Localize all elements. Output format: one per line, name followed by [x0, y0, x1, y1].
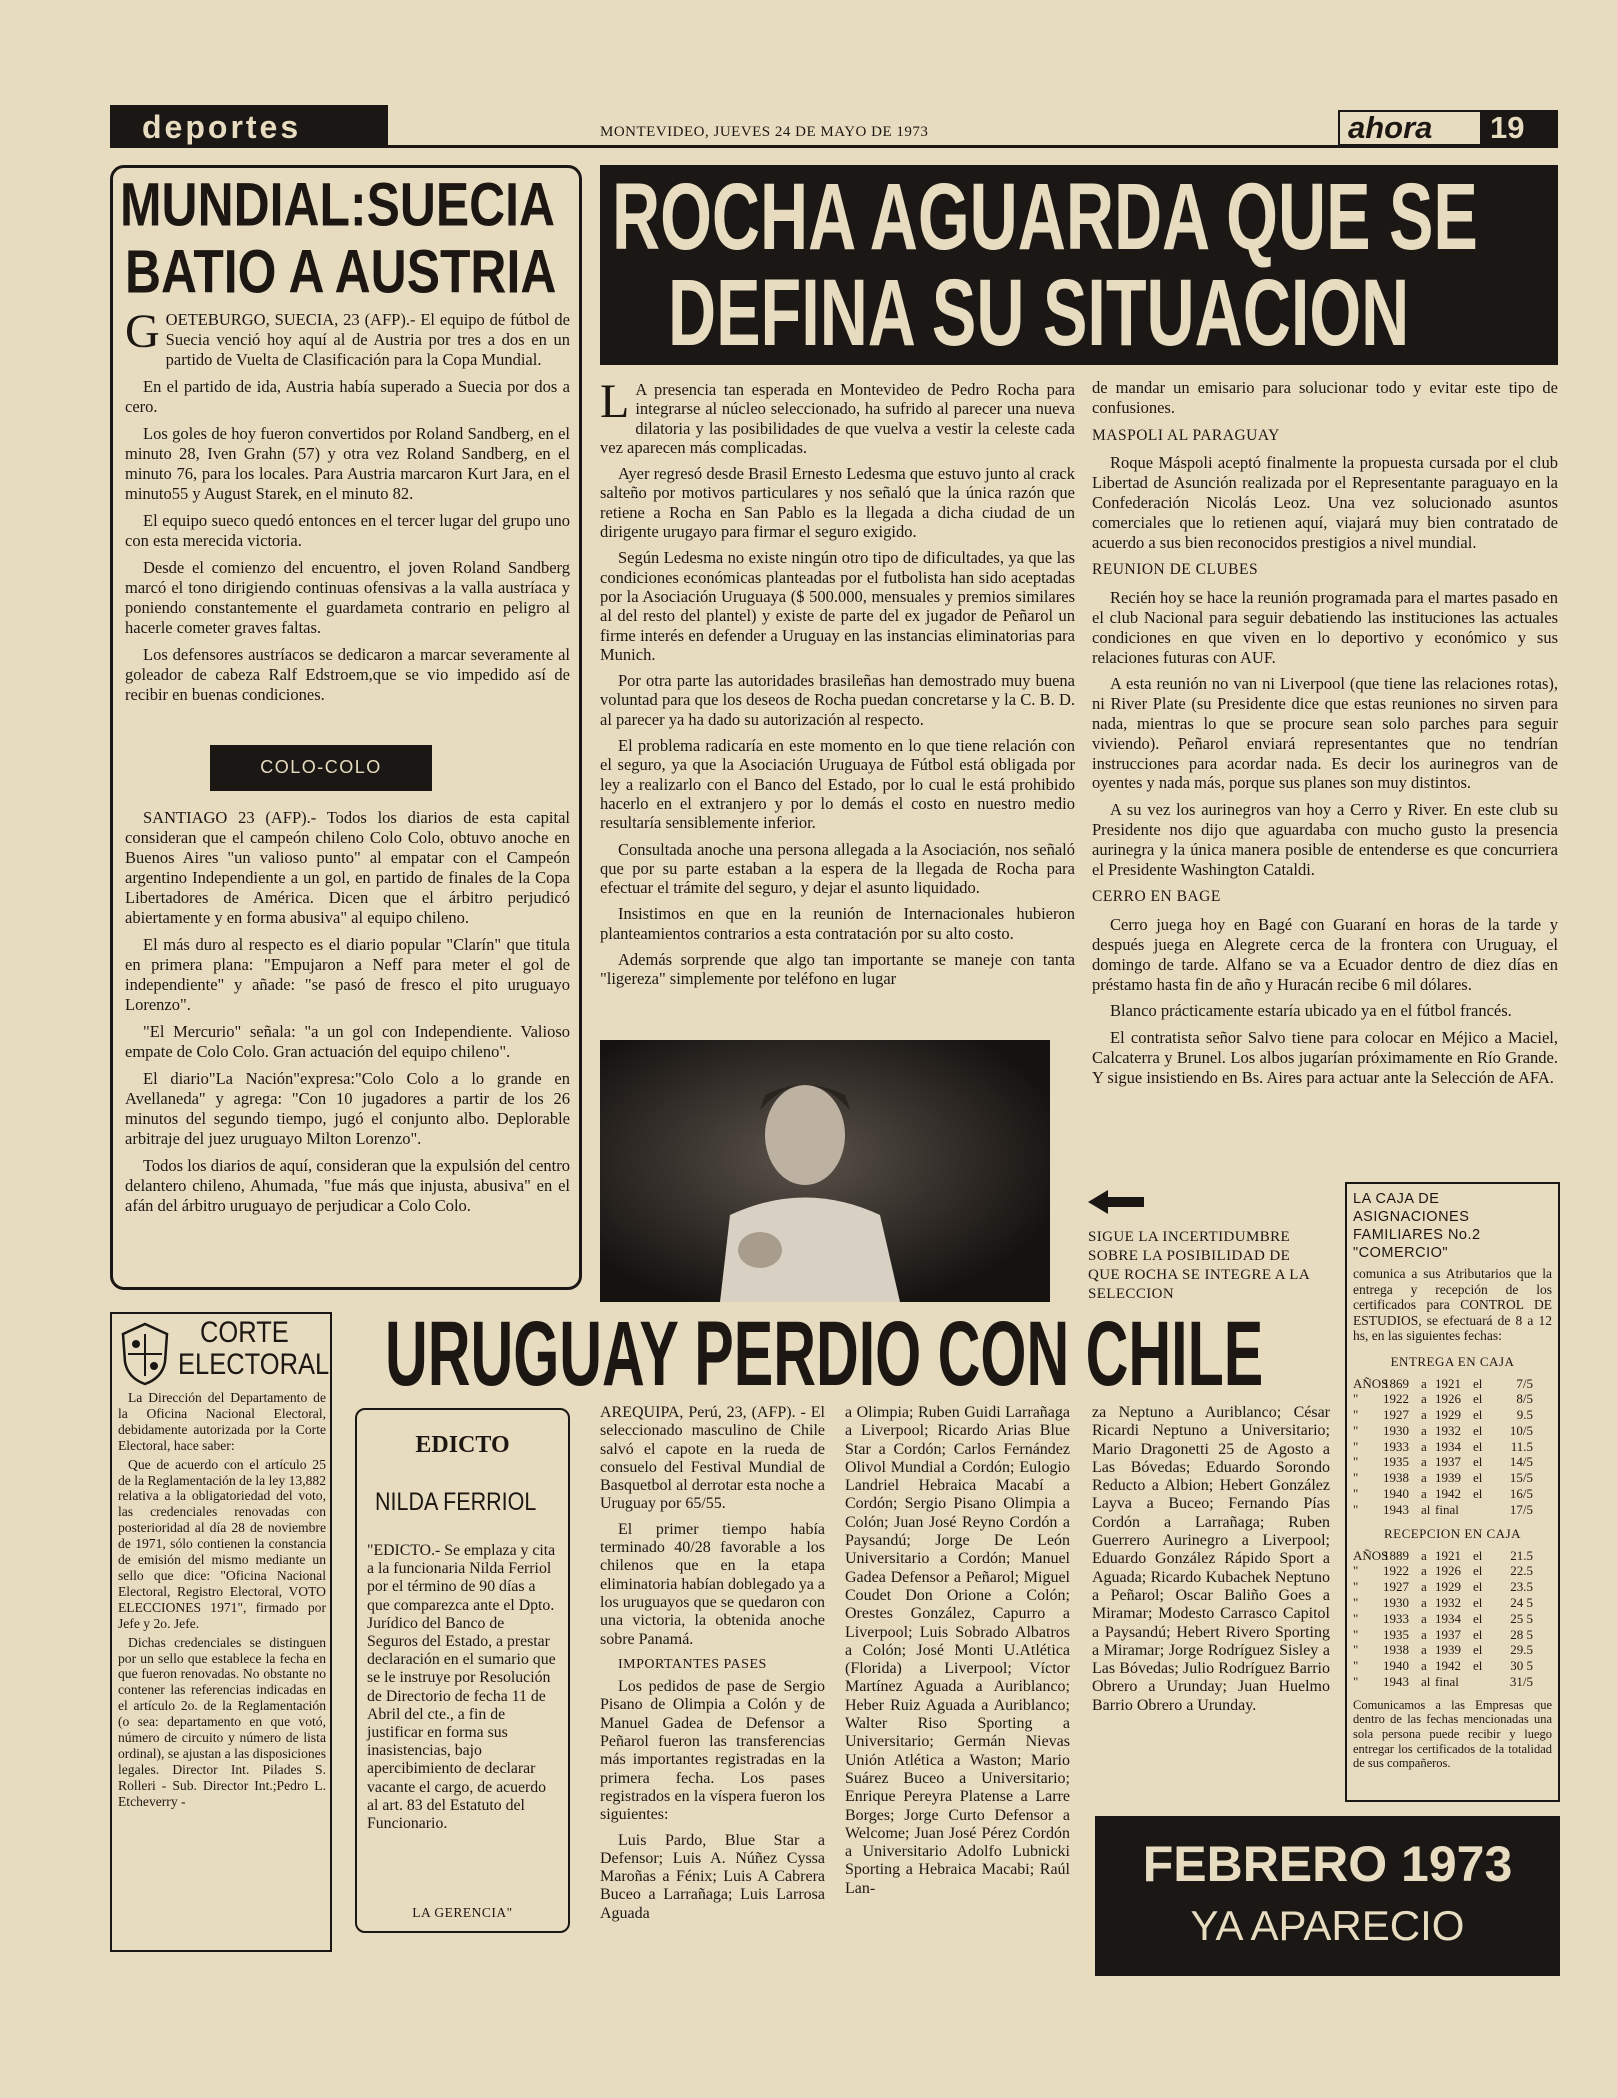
schedule-cell: 10/5 — [1509, 1422, 1533, 1438]
schedule-cell: 1935 — [1383, 1626, 1409, 1642]
section-banner — [110, 105, 388, 145]
uruguay-paragraph: Luis Pardo, Blue Star a Defensor; Luis A. Núñez Cyssa Maroñas a Fénix; Luis A Cabrera Buceo a Larrañaga; Luis Larrosa Aguada — [600, 1831, 825, 1922]
rocha-headline-1: ROCHA AGUARDA QUE SE — [612, 164, 1478, 270]
rocha-dropcap: L — [600, 375, 630, 428]
schedule-cell — [1473, 1674, 1495, 1690]
schedule-cell: 1937 — [1435, 1454, 1461, 1470]
schedule-cell: 1933 — [1383, 1610, 1409, 1626]
schedule-cell: 1927 — [1383, 1407, 1409, 1423]
schedule-cell: a — [1421, 1407, 1427, 1423]
edicto-name: NILDA FERRIOL — [375, 1488, 537, 1516]
schedule-cell: 1927 — [1383, 1579, 1409, 1595]
schedule-row — [1353, 1439, 1552, 1455]
schedule-cell: 1932 — [1435, 1595, 1461, 1611]
maspoli-subhead: MASPOLI AL PARAGUAY — [1092, 426, 1280, 444]
schedule-row — [1353, 1407, 1552, 1423]
schedule-cell: 11.5 — [1510, 1438, 1533, 1454]
schedule-cell: " — [1353, 1422, 1359, 1438]
mundial-paragraph: En el partido de ida, Austria había superado a Suecia por dos a cero. — [125, 377, 570, 416]
schedule-cell: el — [1473, 1610, 1483, 1626]
schedule-cell: 29.5 — [1510, 1642, 1533, 1658]
colo-paragraph: Todos los diarios de aquí, consideran que la expulsión del centro delantero chileno, Ahumada, "fue más que injusta, abusiva" en el afán del árbitro uruguayo de perjudicar a Colo Colo. — [125, 1156, 570, 1215]
caja-footer: Comunicamos a las Empresas que dentro de las fechas mencionadas una sola persona puede recibir y luego entregar los certificados de la totalidad de sus compañeros. — [1353, 1697, 1552, 1771]
schedule-cell: 1869 — [1383, 1375, 1409, 1391]
corte-title-2: ELECTORAL — [178, 1348, 330, 1381]
schedule-cell: a — [1421, 1547, 1427, 1563]
cerro-paragraph: Cerro juega hoy en Bagé con Guaraní en horas de la tarde y después juega en Alegrete cerca de la frontera con Uruguay, el domingo de tarde. Alfano se va a Ecuador dentro de diez días en préstamo hasta fin de año y Huracán recibe 6 mil dólares. — [1092, 915, 1558, 994]
schedule-cell: 30 5 — [1510, 1658, 1533, 1674]
schedule-cell: 28 5 — [1510, 1626, 1533, 1642]
corte-title-1: CORTE — [200, 1316, 289, 1349]
entrega-title: ENTREGA EN CAJA — [1390, 1353, 1515, 1369]
schedule-cell: " — [1353, 1391, 1359, 1407]
schedule-cell: 25 5 — [1510, 1610, 1533, 1626]
schedule-cell: a — [1421, 1563, 1427, 1579]
schedule-row — [1353, 1658, 1552, 1674]
schedule-cell: al — [1421, 1501, 1431, 1517]
player-photo-illustration — [600, 1040, 1050, 1302]
schedule-cell: el — [1473, 1454, 1483, 1470]
schedule-cell: 1939 — [1435, 1642, 1461, 1658]
schedule-cell: a — [1421, 1595, 1427, 1611]
mundial-paragraph: Los defensores austríacos se dedicaron a marcar severamente al goleador de cabeza Ralf Edstroem,que se vio impedido así de recibir en buenas condiciones. — [125, 645, 570, 704]
colo-paragraph: El más duro al respecto es el diario popular "Clarín" que titula en primera plana: "Empujaron a Neff para meter el gol de independiente" y añade: "se pasó de fresco el pito uruguayo Lorenzo". — [125, 935, 570, 1014]
section-label: deportes — [142, 109, 302, 145]
schedule-row — [1353, 1674, 1552, 1690]
schedule-cell: " — [1353, 1642, 1359, 1658]
schedule-cell: " — [1353, 1438, 1359, 1454]
schedule-cell: el — [1473, 1626, 1483, 1642]
schedule-cell: 22.5 — [1510, 1563, 1533, 1579]
schedule-cell: 17/5 — [1509, 1501, 1533, 1517]
edicto-title: EDICTO — [415, 1432, 510, 1458]
schedule-cell: a — [1421, 1375, 1427, 1391]
schedule-cell: 1934 — [1435, 1438, 1461, 1454]
schedule-cell: 21.5 — [1510, 1547, 1533, 1563]
schedule-cell: 1889 — [1383, 1547, 1409, 1563]
rocha-paragraph: Ayer regresó desde Brasil Ernesto Ledesma que estuvo junto al crack salteño por motivos particulares y nos señaló que la única razón que retiene a Rocha en San Pablo es la llegada a dicha ciudad de un dirigente urugayo para firmar el seguro exigido. — [600, 464, 1075, 542]
schedule-cell: el — [1473, 1375, 1483, 1391]
schedule-cell: el — [1473, 1391, 1483, 1407]
page-number: 19 — [1490, 110, 1525, 145]
schedule-cell: 1938 — [1383, 1642, 1409, 1658]
schedule-cell: 1930 — [1383, 1595, 1409, 1611]
schedule-cell: 1940 — [1383, 1486, 1409, 1502]
schedule-cell: el — [1473, 1438, 1483, 1454]
cerro-subhead: CERRO EN BAGE — [1092, 888, 1221, 906]
clubes-paragraph: A esta reunión no van ni Liverpool (que tiene las relaciones rotas), ni River Plate (su Presidente dice que estas reuniones no sirven para nada, mientras lo que se procure sean solo parches para seguir viviendo). Peñarol enviará representantes que no tendrían instrucciones para acordar nada. Es decir los aurinegros van de oyentes y nada más, porque sus planes son muy distintos. — [1092, 674, 1558, 793]
schedule-cell: 1938 — [1383, 1470, 1409, 1486]
rocha-paragraph: A presencia tan esperada en Montevideo de Pedro Rocha para integrarse al núcleo seleccionado, ha sufrido al parecer una nueva dilatoria y las posibilidades de que vuelva a vestir la celeste cada vez aparecen más complicadas. — [600, 380, 1075, 457]
mundial-paragraph: El equipo sueco quedó entonces en el tercer lugar del grupo uno con esta merecida victoria. — [125, 511, 570, 550]
schedule-cell: 23.5 — [1510, 1579, 1533, 1595]
schedule-cell: final — [1435, 1501, 1459, 1517]
schedule-cell: el — [1473, 1658, 1483, 1674]
schedule-cell: el — [1473, 1563, 1483, 1579]
schedule-row — [1353, 1611, 1552, 1627]
rocha-paragraph: Insistimos en que en la reunión de Internacionales hubieron planteamientos contrarios a esta contratación por su alto costo. — [600, 904, 1075, 943]
mundial-article — [125, 305, 570, 712]
uruguay-paragraph: AREQUIPA, Perú, 23, (AFP). - El seleccionado masculino de Chile salvó el capote en la rueda de consuelo del Festival Mundial de Basquetbol al derrotar esta noche a Uruguay por 65/55. — [600, 1404, 825, 1513]
febrero-line-1: FEBRERO 1973 — [1142, 1836, 1513, 1892]
arrow-left-icon — [1088, 1190, 1144, 1214]
colo-paragraph: "El Mercurio" señala: "a un gol con Independiente. Valioso empate de Colo Colo. Gran actuación del equipo chileno". — [125, 1022, 570, 1061]
colo-label: COLO-COLO — [260, 757, 382, 777]
uruguay-paragraph: El primer tiempo había terminado 40/28 favorable a los chilenos que en la etapa eliminatoria habían doblegado ya a los uruguayos que se quedaron con una victoria, la obtenida anoche sobre Panamá. — [600, 1520, 825, 1648]
rocha-headline-2: DEFINA SU SITUACION — [668, 260, 1410, 366]
schedule-row — [1353, 1454, 1552, 1470]
cerro-paragraph: Blanco prácticamente estaría ubicado ya en el fútbol francés. — [1110, 1001, 1512, 1021]
schedule-cell: " — [1353, 1486, 1359, 1502]
schedule-row — [1353, 1548, 1552, 1564]
schedule-cell: 9.5 — [1516, 1407, 1533, 1423]
uruguay-paragraph: Los pedidos de pase de Sergio Pisano de Olimpia a Colón y de Manuel Gadea de Defensor a Peñarol fueron las transferencias más importantes registradas en la primera fecha. Los pases registrados en la víspera fueron los siguientes: — [600, 1678, 825, 1824]
mundial-dropcap: G — [125, 305, 160, 358]
schedule-cell: " — [1353, 1595, 1359, 1611]
uruguay-column-3: za Neptuno a Auriblanco; César Ricardi Neptuno a Universitario; Mario Dragonetti 25 de Agosto a Las Bóvedas; Eduardo Sorondo Reducto a Albion; Hebert González Layva a Buceo; Fernando Pías Cordón a Larrañaga; Ruben Guerrero Aurinegro a Liverpool; Eduardo González Rápido Sport a Aguada; Ricardo Kubachek Neptuno a Peñarol; Oscar Baliño Goes a Miramar; Modesto Carrasco Capitol a Paysandú; Hebert Rivero Sporting a Miramar; Jorge Rodríguez Sisley a Las Bóvedas; Julio Rodríguez Barrio Obrero a Urunday; Juan Huelmo Barrio Obrero a Urunday. — [1092, 1404, 1330, 1714]
schedule-cell: 1921 — [1435, 1375, 1461, 1391]
schedule-cell: el — [1473, 1422, 1483, 1438]
schedule-cell: 31/5 — [1509, 1674, 1533, 1690]
schedule-cell: " — [1353, 1610, 1359, 1626]
caja-intro: comunica a sus Atributarios que la entrega y recepción de los certificados para CONTROL DE ESTUDIOS, se efectuará de 8 a 12 hs, en las siguientes fechas: — [1353, 1266, 1552, 1343]
corte-text — [118, 1390, 326, 1813]
schedule-cell: 1926 — [1435, 1563, 1461, 1579]
uruguay-column-1 — [600, 1404, 825, 1930]
paper-name-box — [1338, 110, 1558, 146]
schedule-cell: " — [1353, 1658, 1359, 1674]
corte-paragraph: Dichas credenciales se distinguen por un sello que establece la fecha en que fueron renovadas. No obstante no contener las referencias indicadas en el artículo 2o. de la Reglamentación (o sea: departamento en que votó, número de circuito y número de lista ordinal), se ajustan a las disposiciones legales. Director Int. Pilades S. Rolleri - Sub. Director Int.;Pedro L. Etcheverry - — [118, 1634, 326, 1809]
schedule-cell: a — [1421, 1438, 1427, 1454]
schedule-cell: a — [1421, 1642, 1427, 1658]
recepcion-title: RECEPCION EN CAJA — [1383, 1525, 1522, 1541]
colo-banner — [210, 745, 432, 791]
schedule-cell: 1932 — [1435, 1422, 1461, 1438]
schedule-cell: a — [1421, 1486, 1427, 1502]
schedule-cell: " — [1353, 1407, 1359, 1423]
uruguay-headline: URUGUAY PERDIO CON CHILE — [385, 1302, 1264, 1405]
entrega-table — [1353, 1376, 1552, 1518]
rocha-paragraph: Consultada anoche una persona allegada a la Asociación, nos señaló que por su parte estaban a la espera de la llegada de Rocha para efectuar el trámite del seguro, y dejar el asunto liquidado. — [600, 839, 1075, 898]
mundial-headline-2: BATIO A AUSTRIA — [125, 237, 557, 307]
rocha-column-2 — [1092, 378, 1558, 1095]
rocha-paragraph: Según Ledesma no existe ningún otro tipo de dificultades, ya que las condiciones económicas planteadas por el futbolista han sido aceptadas por la Asociación Uruguaya ($ 500.000, mensuales y premios similares al del resto del plantel) y existe de parte del ex jugador de Peñarol un firme interés en defender a Uruguay en las instancias eliminatorias para Munich. — [600, 548, 1075, 664]
schedule-cell: 1929 — [1435, 1579, 1461, 1595]
edicto-text: "EDICTO.- Se emplaza y cita a la funcionaria Nilda Ferriol por el término de 90 días a que comparezca ante el Dpto. Jurídico del Banco de Seguros del Estado, a prestar declaración en el sumario que se le instruye por Resolución de Directorio de fecha 11 de Abril del cte., a fin de justificar en forma sus inasistencias, bajo apercibimiento de declarar vacante el cargo, de acuerdo al art. 83 del Estatuto del Funcionario. — [367, 1542, 556, 1833]
schedule-row — [1353, 1486, 1552, 1502]
schedule-cell: final — [1435, 1674, 1459, 1690]
schedule-cell: 24 5 — [1510, 1595, 1533, 1611]
schedule-cell: a — [1421, 1658, 1427, 1674]
mundial-headline-1: MUNDIAL:SUECIA — [120, 170, 556, 240]
schedule-cell: a — [1421, 1470, 1427, 1486]
rocha-paragraph: El problema radicaría en este momento en lo que tiene relación con el seguro, ya que la Asociación Uruguaya de Fútbol está obligada por ley a realizarlo con el Banco del Estado, por lo cual le está prohibido hacerlo en el extranjero y por lo demás el costo en nuestro medio resultaría sensiblemente inferior. — [600, 736, 1075, 833]
schedule-cell: el — [1473, 1547, 1483, 1563]
mundial-paragraph: Desde el comienzo del encuentro, el joven Roland Sandberg marcó el tono dirigiendo continuas ofensivas a la valla austríaca y poniendo constantemente el guardameta contrario en peligro al hacerle cometer graves faltas. — [125, 558, 570, 637]
schedule-cell: 16/5 — [1509, 1486, 1533, 1502]
caja-title: LA CAJA DE ASIGNACIONES FAMILIARES No.2 "COMERCIO" — [1353, 1191, 1481, 1261]
coat-of-arms-icon — [120, 1322, 170, 1386]
clubes-subhead: REUNION DE CLUBES — [1092, 561, 1259, 579]
schedule-row — [1353, 1563, 1552, 1579]
photo-caption: SIGUE LA INCERTIDUMBRE SOBRE LA POSIBILIDAD DE QUE ROCHA SE INTEGRE A LA SELECCION — [1088, 1229, 1310, 1302]
paper-name: ahora — [1348, 110, 1433, 145]
schedule-cell: " — [1353, 1563, 1359, 1579]
cerro-paragraph: El contratista señor Salvo tiene para colocar en Méjico a Maciel, Calcaterra y Brunel. Los albos jugarían próximamente en Río Grande. Y sigue insistiendo en Bs. Aires para actuar ante la Selección de AFA. — [1092, 1028, 1558, 1087]
schedule-cell: 1940 — [1383, 1658, 1409, 1674]
schedule-cell: 1937 — [1435, 1626, 1461, 1642]
schedule-cell: a — [1421, 1626, 1427, 1642]
schedule-cell: 1930 — [1383, 1422, 1409, 1438]
schedule-cell — [1473, 1502, 1495, 1518]
schedule-cell: el — [1473, 1407, 1483, 1423]
schedule-cell: el — [1473, 1642, 1483, 1658]
schedule-row — [1353, 1470, 1552, 1486]
rocha-column-1 — [600, 375, 1075, 996]
maspoli-paragraph: Roque Máspoli aceptó finalmente la propuesta cursada por el club Libertad de Asunción realizada por el Representante paraguayo en la Confederación Nicolás Leoz. Una vez solucionado asuntos comerciales que lo retienen aquí, viajará muy bien contratado de acuerdo a sus bien reconocidos prestigios a nivel mundial. — [1092, 453, 1558, 552]
colo-article — [125, 808, 570, 1223]
clubes-paragraph: A su vez los aurinegros van hoy a Cerro y River. En este club su Presidente nos dijo que aguardaba con mucho gusto la presencia aurinegra y la única manera posible de entenderse es que concurriera el Presidente Washington Cataldi. — [1092, 800, 1558, 879]
pases-subhead: IMPORTANTES PASES — [618, 1656, 767, 1672]
schedule-cell: 15/5 — [1509, 1470, 1533, 1486]
schedule-cell: 1939 — [1435, 1470, 1461, 1486]
recepcion-table — [1353, 1548, 1552, 1690]
schedule-cell: AÑOS — [1353, 1547, 1389, 1563]
schedule-cell: 1943 — [1383, 1674, 1409, 1690]
schedule-cell: 1935 — [1383, 1454, 1409, 1470]
schedule-cell: el — [1473, 1579, 1483, 1595]
schedule-cell: 8/5 — [1516, 1391, 1533, 1407]
schedule-cell: 1933 — [1383, 1438, 1409, 1454]
schedule-cell: a — [1421, 1422, 1427, 1438]
schedule-cell: a — [1421, 1391, 1427, 1407]
schedule-cell: a — [1421, 1579, 1427, 1595]
schedule-cell: 1921 — [1435, 1547, 1461, 1563]
mundial-paragraph: Los goles de hoy fueron convertidos por Roland Sandberg, en el minuto 28, Iven Grahn (57) y otra vez Roland Sandberg, en el minuto 76, para los locales. Para Austria marcaron Kurt Jara, en el minuto55 y August Starek, en el minuto 82. — [125, 424, 570, 503]
schedule-cell: 1942 — [1435, 1486, 1461, 1502]
rocha-paragraph: Además sorprende que algo tan importante se maneje con tanta "ligereza" simplemente por teléfono en lugar — [600, 950, 1075, 989]
schedule-cell: " — [1353, 1454, 1359, 1470]
schedule-cell: 1922 — [1383, 1391, 1409, 1407]
rocha-photo — [600, 1040, 1050, 1302]
schedule-row — [1353, 1579, 1552, 1595]
schedule-cell: al — [1421, 1674, 1431, 1690]
dateline: MONTEVIDEO, JUEVES 24 DE MAYO DE 1973 — [600, 124, 929, 140]
corte-paragraph: La Dirección del Departamento de la Oficina Nacional Electoral, debidamente autorizada por la Corte Electoral, hace saber: — [118, 1390, 326, 1453]
rocha-paragraph: de mandar un emisario para solucionar todo y evitar este tipo de confusiones. — [1092, 378, 1558, 417]
schedule-cell: 1929 — [1435, 1407, 1461, 1423]
schedule-cell: " — [1353, 1626, 1359, 1642]
colo-paragraph: El diario"La Nación"expresa:"Colo Colo a lo grande en Avellaneda" y agrega: "Con 10 jugadores a partir de los 26 minutos del segundo tiempo, jugó el conjunto albo. Deplorable arbitraje del juez uruguayo Milton Lorenzo". — [125, 1069, 570, 1148]
schedule-row — [1353, 1595, 1552, 1611]
schedule-row — [1353, 1391, 1552, 1407]
schedule-row — [1353, 1627, 1552, 1643]
schedule-cell: el — [1473, 1470, 1483, 1486]
schedule-cell: 1942 — [1435, 1658, 1461, 1674]
clubes-paragraph: Recién hoy se hace la reunión programada para el martes pasado en el club Nacional para seguir debatiendo las instituciones las actuales condiciones en que viven en lo deportivo y económico y sus relaciones futuras con AUF. — [1092, 588, 1558, 667]
schedule-cell: 1926 — [1435, 1391, 1461, 1407]
schedule-cell: " — [1353, 1470, 1359, 1486]
schedule-cell: 1943 — [1383, 1501, 1409, 1517]
uruguay-column-2: a Olimpia; Ruben Guidi Larrañaga a Liverpool; Ricardo Arias Blue Star a Cordón; Carlos Fernández Olivol Mundial a Cordón; Eulogio Landriel Hebraica Macabí a Cordón; Sergio Pisano Olimpia a Colón; Juan José Reyno Cordón a Paysandú; Jorge De León Universitario a Cordón; Manuel Gadea Defensor a Peñarol; Miguel Coudet Don Orione a Colón; Orestes González, Capurro a Liverpool; Luis Sobrado Albatros a Colón; José Monti U.Atlética (Florida) a Liverpool; Víctor Martínez Aguada a Auriblanco; Heber Ruiz Aguada a Auriblanco; Walter Riso Sporting a Universitario; Germán Nievas Unión Atlética a Waston; Mario Suárez Buceo a Universitario; Enrique Pereyra Platense a Larre Borges; Jorge Curto Defensor a Welcome; Juan José Pérez Cordón a Universitario Adolfo Lubnicki Sporting a Hebraica Macabi; Raúl Lan- — [845, 1404, 1070, 1897]
schedule-cell: " — [1353, 1579, 1359, 1595]
schedule-cell: el — [1473, 1486, 1483, 1502]
schedule-cell: " — [1353, 1501, 1359, 1517]
schedule-row — [1353, 1423, 1552, 1439]
schedule-cell: " — [1353, 1674, 1359, 1690]
rocha-paragraph: Por otra parte las autoridades brasileñas han demostrado muy buena voluntad para que los deseos de Rocha puedan concretarse y la C. B. D. al parecer ya ha dado su autorización al respecto. — [600, 671, 1075, 729]
schedule-cell: 1922 — [1383, 1563, 1409, 1579]
edicto-signature: LA GERENCIA" — [412, 1905, 513, 1920]
schedule-cell: a — [1421, 1454, 1427, 1470]
schedule-cell: a — [1421, 1610, 1427, 1626]
schedule-cell: 7/5 — [1516, 1375, 1533, 1391]
mundial-paragraph: OETEBURGO, SUECIA, 23 (AFP).- El equipo de fútbol de Suecia venció hoy aquí al de Austria por tres a dos en un partido de Vuelta de Clasificación para la Copa Mundial. — [165, 310, 570, 369]
schedule-cell: el — [1473, 1595, 1483, 1611]
schedule-cell: AÑOS — [1353, 1375, 1389, 1391]
colo-paragraph: SANTIAGO 23 (AFP).- Todos los diarios de esta capital consideran que el campeón chileno Colo Colo, obtuvo anoche en Buenos Aires "un valioso punto" al empatar con el Campeón argentino Independiente a un gol, en partido de finales de la Copa Libertadores de América. Dicen que el árbitro perjudicó abiertamente y en forma abusiva" al equipo chileno. — [125, 808, 570, 927]
corte-paragraph: Que de acuerdo con el artículo 25 de la Reglamentación de la ley 13,882 relativa a la obligatoriedad del voto, las credenciales renovadas con posterioridad al día 28 de noviembre de 1971, sólo contienen la constancia de emisión del mismo mediante un sello que dice: "Oficina Nacional Electoral, Registro Electoral, VOTO ELECCIONES 1971", firmado por Jefe y 2o. Jefe. — [118, 1456, 326, 1631]
schedule-cell: 14/5 — [1509, 1454, 1533, 1470]
schedule-cell: 1934 — [1435, 1610, 1461, 1626]
schedule-row — [1353, 1642, 1552, 1658]
schedule-row — [1353, 1376, 1552, 1392]
febrero-line-2: YA APARECIO — [1190, 1902, 1465, 1949]
schedule-row — [1353, 1502, 1552, 1518]
caja-ad — [1345, 1182, 1560, 1802]
